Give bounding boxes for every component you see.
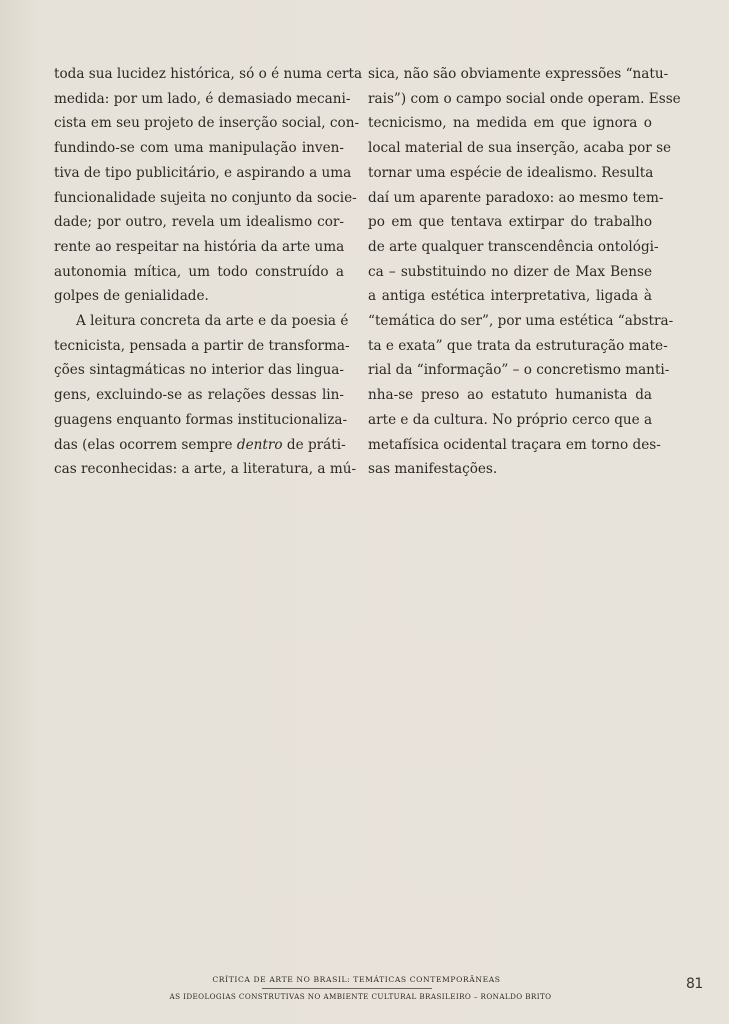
page-number: 81	[686, 976, 703, 992]
left-column-text-line: cas reconhecidas: a arte, a literatura, a mú-	[54, 461, 357, 478]
left-column-text-line: cista em seu projeto de inserção social, con-	[54, 115, 360, 132]
right-text-column	[368, 62, 681, 482]
left-column-text-line: dade; por outro, revela um idealismo cor-	[54, 214, 344, 231]
left-column-text-line: autonomia mítica, um todo construído a	[54, 263, 344, 280]
right-column-text-line: po em que tentava extirpar do trabalho	[368, 214, 652, 231]
right-column-text-line: de arte qualquer transcendência ontológi-	[368, 238, 659, 255]
left-text-column	[54, 62, 363, 482]
right-column-text-line: sas manifestações.	[368, 461, 498, 478]
right-column-text-line: nha-se preso ao estatuto humanista da	[368, 387, 652, 404]
running-footer-book-title: CRÍTICA DE ARTE NO BRASIL: TEMÁTICAS CONTEMPORÂNEAS	[212, 975, 501, 984]
footer-divider	[262, 988, 432, 989]
right-column-text-line: ta e exata” que trata da estruturação mate-	[368, 337, 668, 354]
right-column-text-line: arte e da cultura. No próprio cerco que a	[368, 411, 653, 428]
right-column-text-line: rais”) com o campo social onde operam. Esse	[368, 90, 681, 107]
right-column-text-line: a antiga estética interpretativa, ligada à	[368, 288, 652, 305]
left-column-text-line: funcionalidade sujeita no conjunto da socie-	[54, 189, 357, 206]
right-column-text-line: metafísica ocidental traçara em torno des-	[368, 436, 661, 453]
right-column-text-line: “temática do ser”, por uma estética “abstra-	[368, 313, 674, 330]
right-column-text-line: sica, não são obviamente expressões “natu-	[368, 66, 669, 82]
left-column-text-line: A leitura concreta da arte e da poesia é	[76, 313, 349, 330]
left-column-text-line: guagens enquanto formas institucionaliza-	[54, 411, 348, 428]
left-column-text-line: tiva de tipo publicitário, e aspirando a uma	[54, 164, 352, 181]
right-column-text-line: daí um aparente paradoxo: ao mesmo tem-	[368, 189, 664, 206]
right-column-text-line: ca – substituindo no dizer de Max Bense	[368, 263, 652, 280]
left-column-text-line: toda sua lucidez histórica, só o é numa certa	[54, 66, 363, 82]
right-column-text-line: tecnicismo, na medida em que ignora o	[368, 115, 652, 132]
running-footer-chapter: AS IDEOLOGIAS CONSTRUTIVAS NO AMBIENTE CULTURAL BRASILEIRO – RONALDO BRITO	[169, 992, 552, 1001]
left-column-text-line: fundindo-se com uma manipulação inven-	[54, 140, 344, 157]
left-column-text-line: gens, excluindo-se as relações dessas lin-	[54, 387, 344, 404]
left-column-text-line: medida: por um lado, é demasiado mecani-	[54, 90, 351, 107]
left-column-text-line: golpes de genialidade.	[54, 288, 209, 305]
right-column-text-line: rial da “informação” – o concretismo manti-	[368, 362, 670, 379]
right-column-text-line: tornar uma espécie de idealismo. Resulta	[368, 164, 654, 181]
left-column-text-line: rente ao respeitar na história da arte uma	[54, 238, 345, 255]
left-column-text-line: ções sintagmáticas no interior das lingua-	[54, 362, 344, 379]
left-column-text-line: tecnicista, pensada a partir de transforma-	[54, 337, 350, 354]
right-column-text-line: local material de sua inserção, acaba por se	[368, 140, 672, 157]
left-column-text-line: das (elas ocorrem sempre dentro de práti-	[54, 436, 346, 453]
